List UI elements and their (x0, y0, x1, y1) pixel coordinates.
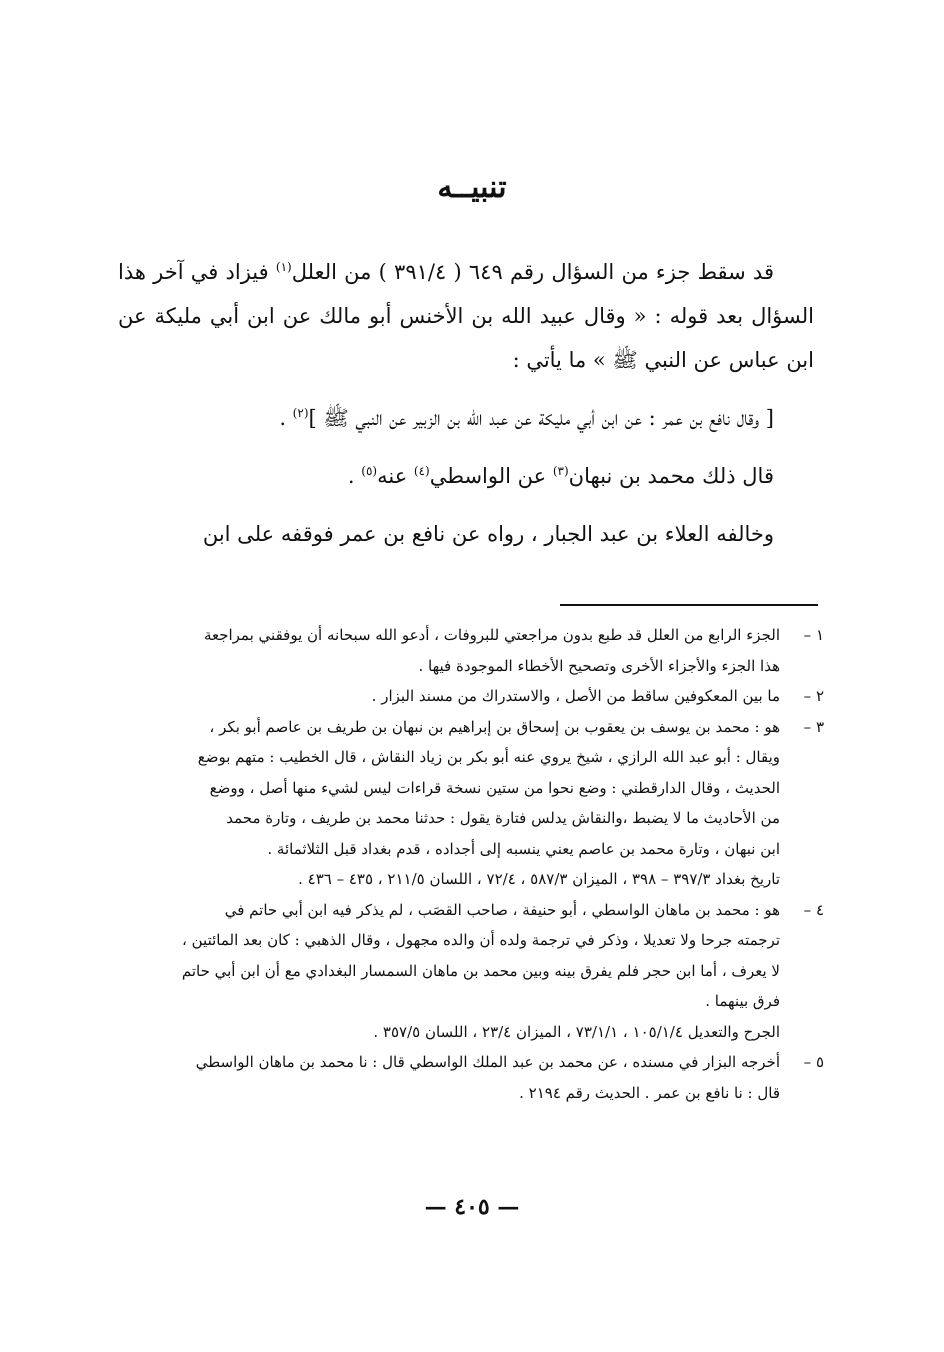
page-number: — ٤٠٥ — (424, 1194, 520, 1220)
paragraph-2 (118, 396, 814, 440)
footnote-line: أخرجه البزار في مسنده ، عن محمد بن عبد الملك الواسطي قال : نا محمد بن ماهان الواسطي (195, 1053, 780, 1071)
paragraph-1 (118, 250, 814, 382)
footnote-line: هو : محمد بن يوسف بن يعقوب بن إسحاق بن إبراهيم بن نبهان بن طريف بن عاصم أبو بكر ، (209, 717, 780, 736)
footnote-ref-5[interactable]: (٥) (361, 464, 378, 478)
paragraph-1-text: قد سقط جزء من السؤال رقم ٦٤٩ ( ٣٩١/٤ ) من العلل (291, 260, 774, 284)
footnote-line: ابن نبهان ، وتارة محمد بن عاصم يعني ينسبه إلى أجداده ، قدم بغداد قبل الثلاثمائة . (267, 839, 780, 858)
footnote-5 (124, 1047, 824, 1108)
paragraph-1-text-rest: فيزاد في آخر هذا السؤال بعد قوله : « وقال عبيد الله بن الأخنس أبو مالك عن ابن أبي مليكة عن ابن عباس عن النبي ﷺ » ما يأتي : (118, 260, 814, 372)
footnote-3 (124, 712, 824, 895)
page-title: تنبيــه (437, 170, 507, 205)
footnote-text (124, 1047, 780, 1108)
footnote-1 (124, 620, 824, 681)
footnote-2 (124, 681, 824, 712)
footnote-text (124, 620, 780, 681)
footnote-ref-1[interactable]: (١) (275, 260, 292, 274)
paragraph-4: وخالفه العلاء بن عبد الجبار ، رواه عن نافع بن عمر فوقفه على ابن (202, 522, 774, 546)
paragraph-3-text-b: عن الواسطي (429, 464, 553, 488)
footnote-number: ٢ – (803, 687, 824, 705)
footnote-ref-4[interactable]: (٤) (413, 464, 430, 478)
footnote-number: ١ – (803, 626, 824, 644)
footnote-number: ٣ – (803, 717, 824, 736)
footnote-separator (560, 604, 818, 606)
footnote-line: ويقال : أبو عبد الله الرازي ، شيخ يروي عنه أبو بكر بن زياد النقاش ، قال الخطيب : متهم بوضع (197, 748, 780, 766)
footnote-text (124, 712, 780, 895)
footnote-ref-2[interactable]: (٢) (292, 406, 309, 420)
footnotes (124, 620, 824, 1108)
footnote-text (124, 681, 780, 712)
footnote-line: الحديث ، وقال الدارقطني : وضع نحوا من ستين نسخة قراءات ليس لشيء منها أصل ، ووضع (209, 778, 780, 797)
paragraph-3-text-c: عنه (377, 464, 414, 488)
main-text (118, 250, 814, 570)
footnote-line: لا يعرف ، أما ابن حجر فلم يفرق بينه وبين محمد بن ماهان السمسار البغدادي مع أن ابن أبي حاتم (181, 961, 780, 980)
footnote-text (124, 895, 780, 1048)
footnote-line: الجزء الرابع من العلل قد طبع بدون مراجعتي للبروفات ، أدعو الله سبحانه أن يوفقني بمراجعة (203, 626, 780, 644)
paragraph-3-end: . (347, 464, 362, 488)
footnote-line: ترجمته جرحا ولا تعديلا ، وذكر في ترجمة ولده أن والده مجهول ، وقال الذهبي : كان بعد المائتين ، (182, 931, 780, 949)
footnote-line: الجرح والتعديل ١٠٥/١/٤ ، ٧٣/١/١ ، الميزان ٢٣/٤ ، اللسان ٣٥٧/٥ . (373, 1022, 780, 1041)
footnote-line: ما بين المعكوفين ساقط من الأصل ، والاستدراك من مسند البزار . (371, 687, 780, 705)
footnote-number: ٥ – (803, 1053, 824, 1071)
footnote-line: قال : نا نافع بن عمر . الحديث رقم ٢١٩٤ . (519, 1083, 780, 1102)
footnote-ref-3[interactable]: (٣) (552, 464, 569, 478)
footnote-4 (124, 895, 824, 1048)
footnote-line: من الأحاديث ما لا يضبط ،والنقاش يدلس فتارة يقول : حدثنا محمد بن طريف ، وتارة محمد (226, 809, 780, 827)
footnote-line: تاريخ بغداد ٣٩٧/٣ – ٣٩٨ ، الميزان ٥٨٧/٣ ، ٧٢/٤ ، اللسان ٢١١/٥ ، ٤٣٥ – ٤٣٦ . (298, 870, 780, 888)
footnote-number: ٤ – (803, 900, 824, 919)
paragraph-3-text-a: قال ذلك محمد بن نبهان (568, 464, 774, 488)
paragraph-2-text: [ وقال نافع بن عمر : عن ابن أبي مليكة عن عبد الله بن الزبير عن النبي ﷺ ] (308, 406, 774, 430)
paragraph-3 (118, 454, 814, 498)
footnote-line: هو : محمد بن ماهان الواسطي ، أبو حنيفة ، صاحب القصَب ، لم يذكر فيه ابن أبي حاتم في (224, 900, 780, 919)
paragraph-2-end: . (279, 406, 293, 430)
footnote-line: فرق بينهما . (705, 992, 780, 1010)
footnote-line: هذا الجزء والأجزاء الأخرى وتصحيح الأخطاء الموجودة فيها . (418, 656, 780, 675)
